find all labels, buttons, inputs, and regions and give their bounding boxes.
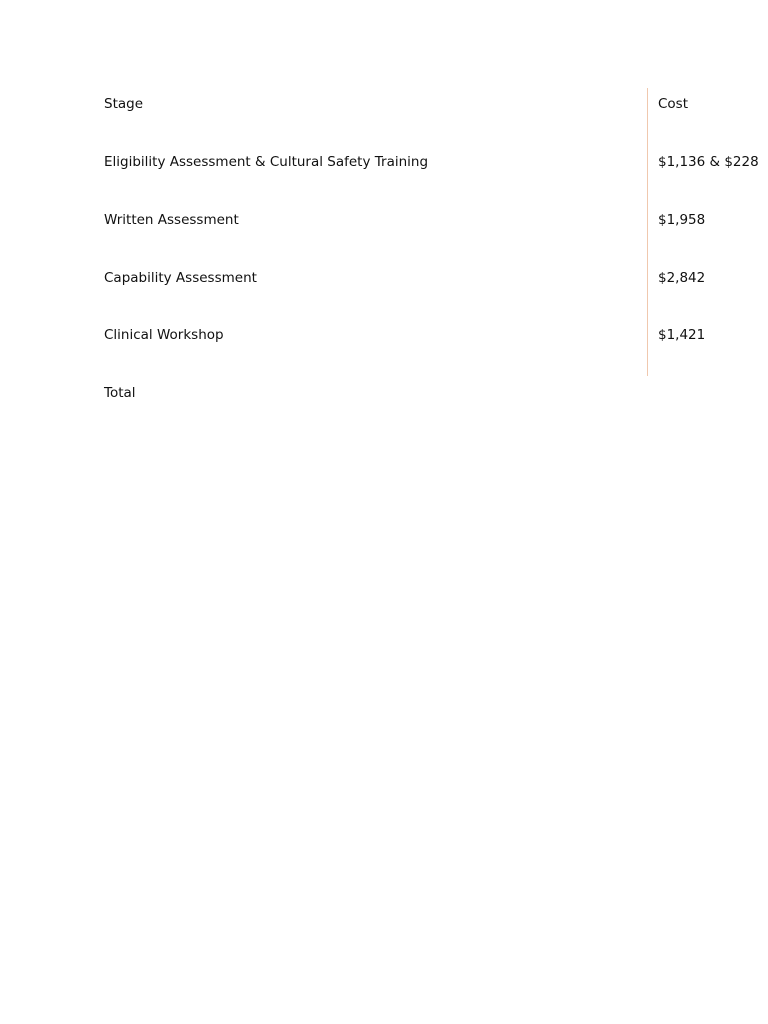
- stage-cell: Clinical Workshop: [104, 327, 224, 343]
- table-row: [104, 325, 768, 345]
- cost-cell: $1,958: [658, 212, 706, 228]
- stage-cell: Capability Assessment: [104, 270, 257, 286]
- total-label: Total: [104, 385, 136, 401]
- table-row: [104, 268, 768, 288]
- header-cost: Cost: [658, 96, 689, 112]
- table-row: [104, 210, 768, 230]
- total-row: [104, 383, 768, 403]
- table-row: [104, 152, 768, 172]
- header-stage: Stage: [104, 96, 144, 112]
- cost-cell: $1,136 & $228: [658, 154, 759, 170]
- cost-cell: $2,842: [658, 270, 706, 286]
- table-header-row: [104, 94, 768, 114]
- stage-cell: Written Assessment: [104, 212, 239, 228]
- cost-cell: $1,421: [658, 327, 706, 343]
- stage-cell: Eligibility Assessment & Cultural Safety Training: [104, 154, 429, 170]
